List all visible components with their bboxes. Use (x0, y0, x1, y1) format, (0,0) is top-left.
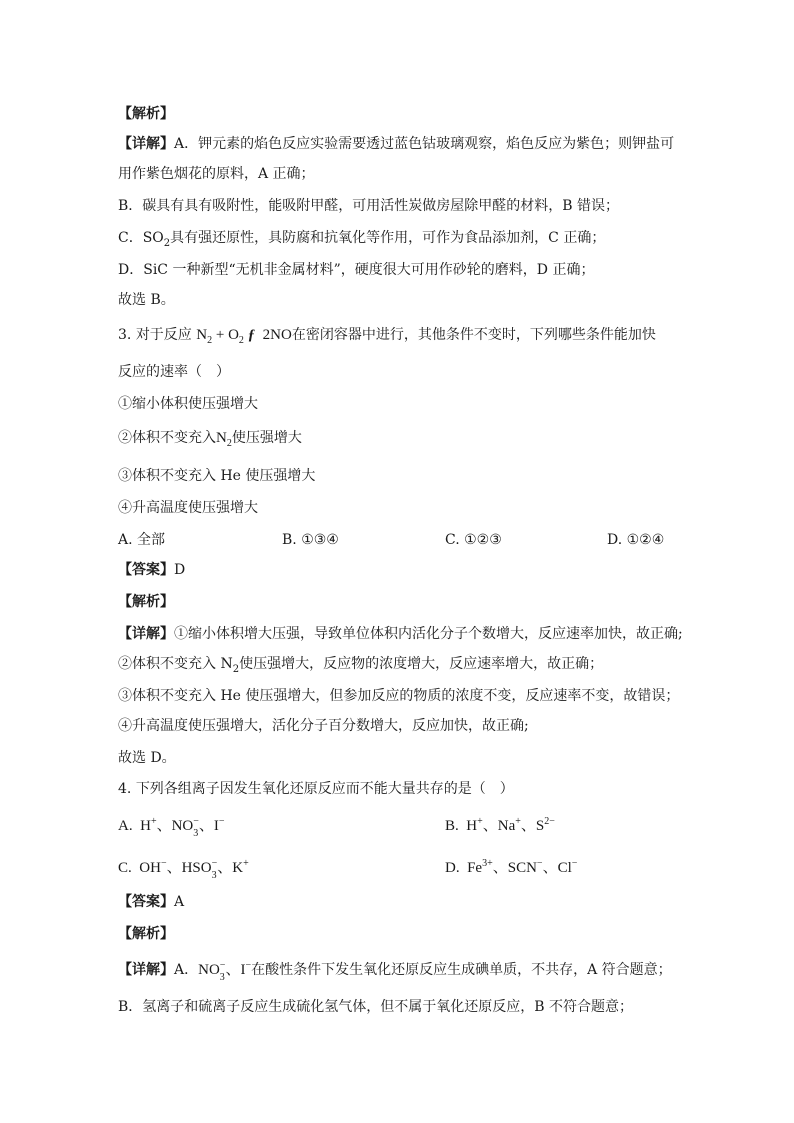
detail-text: C．$SO_2$具有强还原性，具防腐和抗氧化等作用，可作为食品添加剂，C 正确； (118, 230, 606, 249)
answer-tag: 【答案】 (118, 562, 174, 578)
detail-text: 用作紫色烟花的原料，A 正确； (118, 166, 315, 182)
detail-text: ②体积不变充入 $N_2$使压强增大，反应物的浓度增大，反应速率增大，故正确； (118, 656, 604, 675)
detail-line: 【详解】①缩小体积增大压强，导致单位体积内活化分子个数增大，反应速率加快，故正确; (118, 626, 683, 642)
answer-line: 【答案】A (118, 894, 185, 910)
option-a: A. H+、$NO_3^-$、I− (118, 816, 225, 839)
conclusion-text: 故选 D。 (118, 750, 176, 766)
answer-value: D (174, 562, 186, 578)
detail-line: 【详解】A．$NO_3^-$、I−在酸性条件下发生氧化还原反应生成碘单质，不共存，A 符合题意； (118, 960, 672, 983)
detail-line (118, 134, 674, 154)
option-b: B. H+、Na+、$S^{2-}$ (445, 816, 555, 834)
equilibrium-arrow: ƒ (247, 327, 256, 343)
option-c: C. OH−、$HSO_3^-$、K+ (118, 858, 249, 881)
analysis-tag: 【解析】 (118, 926, 174, 942)
question-stem: 3. 对于反应 $N_2 + O_2$ ƒ 2NO在密闭容器中进行，其他条件不变时，下列哪些条件能加快 (118, 327, 656, 346)
analysis-tag: 【解析】 (118, 594, 174, 610)
detail-text: D．SiC 一种新型“无机非金属材料”，硬度很大可用作砂轮的磨料，D 正确； (118, 262, 595, 278)
option-b: B. ①③④ (282, 532, 339, 548)
detail-text: B．碳具有具有吸附性，能吸附甲醛，可用活性炭做房屋除甲醛的材料，B 错误； (118, 198, 620, 214)
list-item: ④升高温度使压强增大 (118, 500, 258, 516)
option-c: C. ①②③ (445, 532, 502, 548)
answer-value: A (174, 894, 185, 910)
conclusion-text: 故选 B。 (118, 292, 175, 308)
option-d: D. ①②④ (607, 532, 665, 548)
detail-text: B．氢离子和硫离子反应生成硫化氢气体，但不属于氧化还原反应，B 不符合题意； (118, 999, 634, 1015)
chem-formula: $N_2 + O_2$ ƒ 2NO (196, 327, 292, 346)
list-item: ②体积不变充入$N_2$使压强增大 (118, 430, 302, 449)
option-d: D. $Fe^{3+}$、SCN−、Cl− (445, 858, 578, 876)
question-stem: 反应的速率（ ） (118, 364, 230, 380)
option-a: A. 全部 (118, 532, 166, 548)
detail-tag: 【详解】 (118, 136, 174, 152)
analysis-tag: 【解析】 (118, 106, 174, 122)
detail-text: A．钾元素的焰色反应实验需要透过蓝色钴玻璃观察，焰色反应为紫色；则钾盐可 (174, 136, 675, 152)
list-item: ③体积不变充入 He 使压强增大 (118, 468, 316, 484)
question-stem: 4. 下列各组离子因发生氧化还原反应而不能大量共存的是（ ） (118, 781, 514, 797)
answer-line (118, 560, 185, 580)
list-item: ①缩小体积使压强增大 (118, 396, 258, 412)
detail-text: ④升高温度使压强增大，活化分子百分数增大，反应加快，故正确; (118, 718, 529, 734)
detail-text: ③体积不变充入 He 使压强增大，但参加反应的物质的浓度不变，反应速率不变，故错误； (118, 688, 680, 704)
